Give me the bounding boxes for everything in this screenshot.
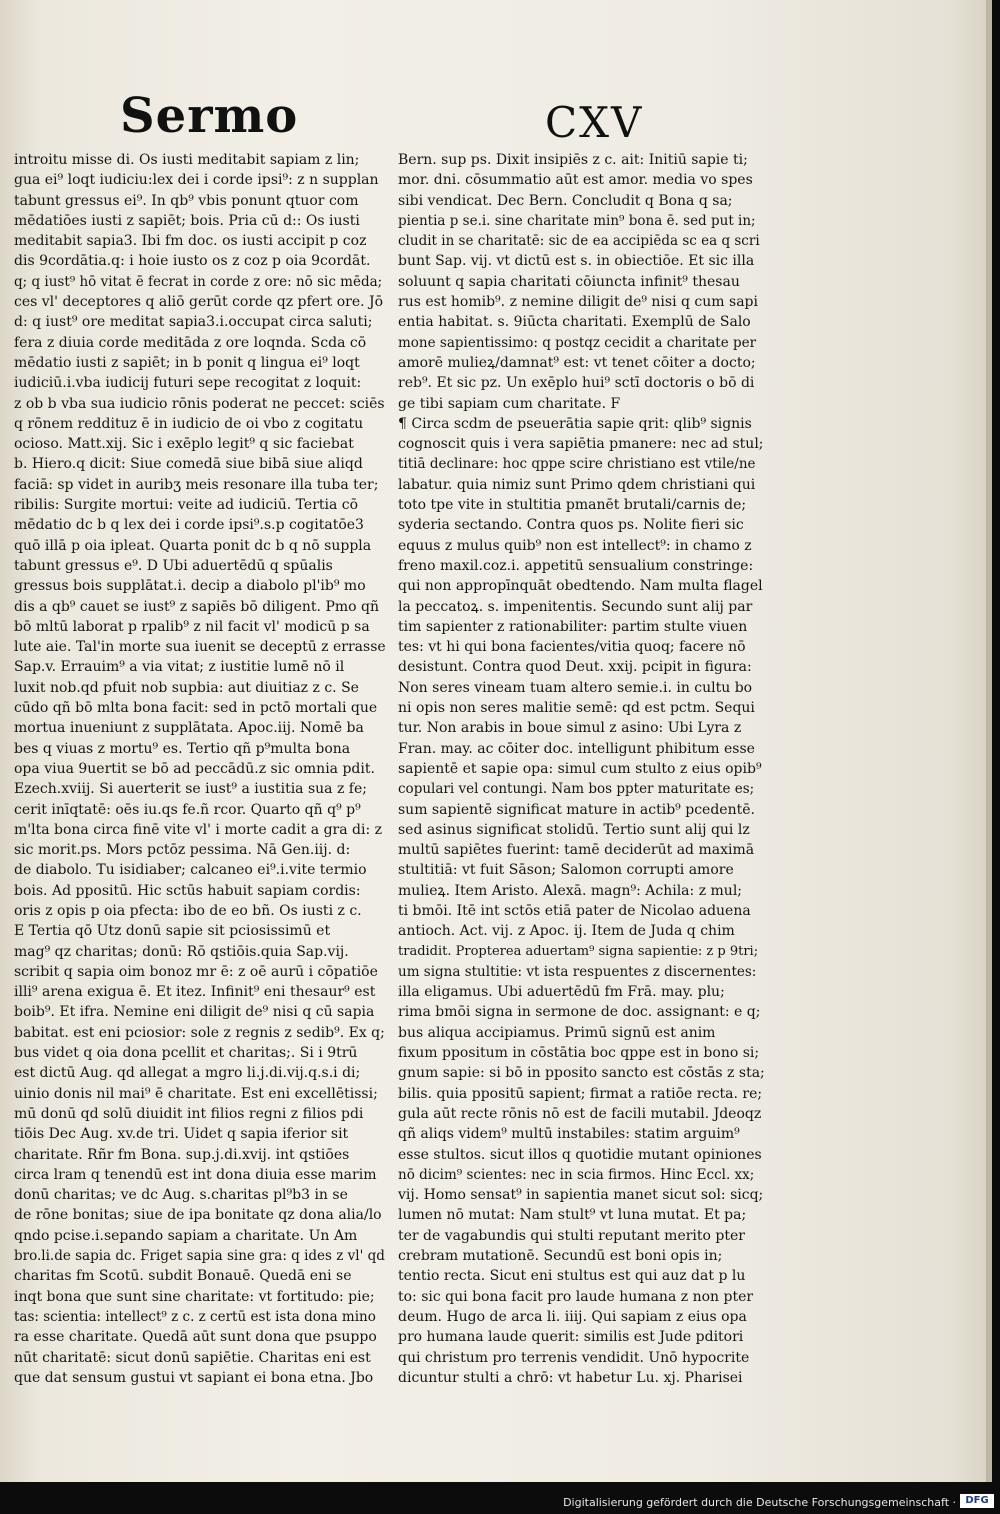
text-line: cognoscit quis i vera sapiētia pmanere: nec ad stul;	[398, 436, 764, 453]
text-line: quō illā p oia ipleat. Quarta ponit dc b q nō suppla	[14, 537, 372, 554]
text-line: m'lta bona circa finē vite vl' i morte cadit a gra di: z	[14, 821, 383, 838]
text-line: mēdatiōes iusti z sapiēt; bois. Pria cū d:: Os iusti	[14, 212, 360, 229]
text-line: tentio recta. Sicut eni stultus est qui auz dat p lu	[398, 1268, 746, 1285]
text-line: pro humana laude querit: similis est Jude pditori	[398, 1329, 744, 1346]
text-line: ti bmōi. Itē int sctōs etiā pater de Nicolao aduena	[398, 902, 751, 919]
text-line: bilis. quia ppositū sapient; firmat a ratiōe recta. re;	[398, 1085, 763, 1102]
page-edge	[986, 0, 992, 1482]
text-line: stultitiā: vt fuit Sāson; Salomon corrupti amore	[398, 862, 734, 879]
text-line: qui christum pro terrenis vendidit. Unō hypocrite	[398, 1349, 750, 1366]
text-line: ge tibi sapiam cum charitate. F	[398, 395, 621, 412]
text-line: amorē mulieꝝ/damnat⁹ est: vt tenet cōiter a docto;	[398, 354, 756, 371]
text-line: bunt Sap. vij. vt dictū est s. in obiectiōe. Et sic illa	[398, 253, 755, 270]
text-line: esse stultos. sicut illos q quotidie mutant opiniones	[398, 1146, 762, 1163]
text-line: cerit inīqtatē: oēs iu.qs fe.ñ rcor. Quarto qñ q⁹ p⁹	[14, 801, 361, 818]
text-line: que dat sensum gustui vt sapiant ei bona etna. Jbo	[14, 1369, 374, 1386]
text-line: deum. Hugo de arca li. iiij. Qui sapiam z eius opa	[398, 1308, 747, 1325]
text-line: est dictū Aug. qd allegat a mgro li.j.di.vij.q.s.i di;	[14, 1065, 361, 1082]
text-line: fera z diuia corde meditāda z ore loqnda. Scda cō	[14, 334, 367, 351]
text-line: ocioso. Matt.xij. Sic i exēplo legit⁹ q sic faciebat	[14, 436, 354, 453]
text-line: de diabolo. Tu isidiaber; calcaneo ei⁹.i.vite termio	[14, 862, 367, 879]
text-line: lute aie. Tal'in morte sua iuenit se deceptū z errasse	[14, 639, 386, 656]
text-line: crebram mutationē. Secundū est boni opis in;	[398, 1248, 723, 1265]
text-line: mone sapientissimo: q postqz cecidit a charitate per	[398, 334, 757, 351]
text-line: luxit nob.qd pfuit nob supbia: aut diuitiaz z c. Se	[14, 679, 359, 696]
text-line: copulari vel contungi. Nam bos ppter maturitate es;	[398, 781, 755, 798]
text-line: E Tertia qō Utz donū sapie sit pciosissimū et	[14, 923, 331, 940]
text-line: qñ aliqs videm⁹ multū instabiles: statim arguim⁹	[398, 1126, 740, 1143]
text-line: bus videt q oia dona pcellit et charitas;. Si i 9trū	[14, 1045, 358, 1062]
text-line: cludit in se charitatē: sic de ea accipiēda sc ea q scri	[398, 233, 760, 250]
text-line: soluunt q sapia charitati cōiuncta infinit⁹ thesau	[398, 273, 740, 290]
text-line: vij. Homo sensat⁹ in sapientia manet sicut sol: sicq;	[398, 1187, 764, 1204]
text-line: gressus bois supplātat.i. decip a diabolo pl'ib⁹ mo	[14, 578, 366, 595]
text-line: tabunt gressus e⁹. D Ubi aduertēdū q spūalis	[14, 557, 333, 574]
text-line: introitu misse di. Os iusti meditabit sapiam z lin;	[14, 152, 360, 168]
text-line: rus est homib⁹. z nemine diligit de⁹ nisi q cum sapi	[398, 294, 758, 311]
text-line: uinio donis nil mai⁹ ē charitate. Est eni excellētissi;	[14, 1085, 378, 1102]
dfg-logo: DFG	[960, 1494, 994, 1508]
text-line: gula aūt recte rōnis nō est de facili mutabil. Jdeoqz	[398, 1105, 762, 1122]
text-line: pientia p se.i. sine charitate min⁹ bona ē. sed put in;	[398, 212, 756, 229]
text-line: Non seres vineam tuam altero semie.i. in cultu bo	[398, 679, 753, 696]
text-line: qui non appropīnquāt obedtendo. Nam multa flagel	[398, 578, 763, 595]
text-line: ces vl' deceptores q aliō gerūt corde qz pfert ore. Jō	[14, 294, 384, 311]
text-line: inqt bona que sunt sine charitate: vt fortitudo: pie;	[14, 1288, 375, 1305]
text-line: z ob b vba sua iudicio rōnis poderat ne peccet: sciēs	[14, 395, 385, 412]
text-line: boib⁹. Et ifra. Nemine eni diligit de⁹ nisi q cū sapia	[14, 1004, 375, 1021]
text-line: ra esse charitate. Quedā aūt sunt dona que psuppo	[14, 1329, 377, 1346]
text-line: to: sic qui bona facit pro laude humana z non pter	[398, 1288, 754, 1305]
text-line: scribit q sapia oim bonoz mr ē: z oē aurū i cōpatiōe	[14, 963, 378, 980]
text-line: bois. Ad ppositū. Hic sctūs habuit sapiam cordis:	[14, 882, 361, 899]
text-column-left	[14, 150, 386, 1388]
text-line: tabunt gressus ei⁹. In qb⁹ vbis ponunt qtuor com	[14, 192, 359, 209]
text-line: mēdatio iusti z sapiēt; in b ponit q lingua ei⁹ loqt	[14, 354, 360, 371]
funding-notice: Digitalisierung gefördert durch die Deutsche Forschungsgemeinschaft ·	[563, 1496, 956, 1509]
text-line: equus z mulus quib⁹ non est intellect⁹: in chamo z	[398, 537, 752, 554]
text-line: um signa stultitie: vt ista respuentes z discernentes:	[398, 963, 757, 980]
text-line: dicuntur stulti a chrō: vt habetur Lu. xj. Pharisei	[398, 1369, 743, 1386]
text-line: sapientē et sapie opa: simul cum stulto z eius opib⁹	[398, 760, 762, 777]
text-line: lumen nō mutat: Nam stult⁹ vt luna mutat. Et pa;	[398, 1207, 747, 1224]
text-line: ¶ Circa scdm de pseuerātia sapie qrit: qlib⁹ signis	[398, 415, 752, 432]
text-line: syderia sectando. Contra quos ps. Nolite fieri sic	[398, 517, 744, 534]
text-line: babitat. est eni pciosior: sole z regnis z sedib⁹. Ex q;	[14, 1024, 385, 1041]
text-line: labatur. quia nimiz sunt Primo qdem christiani qui	[398, 476, 756, 493]
text-line: charitas fm Scotū. subdit Bonauē. Quedā eni se	[14, 1268, 352, 1285]
text-line: nō dicim⁹ scientes: nec in scia firmos. Hinc Eccl. xx;	[398, 1166, 755, 1183]
text-line: iudiciū.i.vba iudicij futuri sepe recogitat z loquit:	[14, 375, 362, 392]
text-line: sibi vendicat. Dec Bern. Concludit q Bona q sa;	[398, 192, 733, 209]
text-line: circa lram q tenendū est int dona diuia esse marim	[14, 1166, 377, 1183]
text-line: mag⁹ qz charitas; donū: Rō qstiōis.quia Sap.vij.	[14, 943, 349, 960]
text-column-right	[398, 150, 766, 1388]
text-line: mū donū qd solū diuidit int filios regni z filios pdi	[14, 1105, 364, 1122]
text-line: mor. dni. cōsummatio aūt est amor. media vo spes	[398, 172, 753, 189]
text-line: sic morit.ps. Mors pctōz pessima. Nā Gen.iij. d:	[14, 842, 351, 859]
text-line: la peccatoꝝ. s. impenitentis. Secundo sunt alij par	[398, 598, 753, 615]
text-line: oris z opis p oia pfecta: ibo de eo bñ. Os iusti z c.	[14, 902, 362, 919]
text-line: tim sapienter z rationabiliter: partim stulte viuen	[398, 618, 748, 635]
text-line: qndo pcise.i.sepando sapiam a charitate. Un Am	[14, 1227, 358, 1244]
text-line: illi⁹ arena exigua ē. Et itez. Infinit⁹ eni thesaur⁹ est	[14, 984, 376, 1001]
text-line: bro.li.de sapia dc. Friget sapia sine gra: q ides z vl' qd	[14, 1248, 385, 1265]
text-line: tradidit. Propterea aduertam⁹ signa sapientie: z p 9tri;	[398, 943, 759, 959]
text-line: ter de vagabundis qui stulti reputant merito pter	[398, 1227, 745, 1244]
text-line: illa eligamus. Ubi aduertēdū fm Frā. may. plu;	[398, 984, 725, 1001]
text-line: tur. Non arabis in boue simul z asino: Ubi Lyra z	[398, 720, 742, 737]
text-line: Sap.v. Errauim⁹ a via vitat; z iustitie lumē nō il	[14, 659, 345, 676]
text-line: gnum sapie: si bō in pposito sancto est cōstās z sta;	[398, 1065, 765, 1082]
text-line: de rōne bonitas; siue de ipa bonitate qz dona alia/lo	[14, 1207, 382, 1224]
text-line: mēdatio dc b q lex dei i corde ipsi⁹.s.p cogitatōe3	[14, 517, 364, 534]
text-line: mortua inueniunt z supplātata. Apoc.iij. Nomē ba	[14, 720, 364, 737]
text-line: ribilis: Surgite mortui: veite ad iudiciū. Tertia cō	[14, 497, 359, 514]
text-line: q rōnem reddituz ē in iudicio de oi vbo z cogitatu	[14, 415, 364, 432]
text-line: Ezech.xviij. Si auerterit se iust⁹ a iustitia sua z fe;	[14, 781, 367, 798]
text-line: titiā declinare: hoc qppe scire christiano est vtile/ne	[398, 456, 756, 473]
text-line: multū sapiētes fuerint: tamē deciderūt ad maximā	[398, 842, 755, 859]
text-line: freno maxil.coz.i. appetitū sensualium constringe:	[398, 557, 754, 574]
text-line: tiōis Dec Aug. xv.de tri. Uidet q sapia iferior sit	[14, 1126, 349, 1143]
text-line: rima bmōi signa in sermone de doc. assignant: e q;	[398, 1004, 761, 1021]
text-line: dis 9cordātia.q: i hoie iusto os z coz p oia 9cordāt.	[14, 253, 371, 270]
text-line: bus aliqua accipiamus. Primū signū est anim	[398, 1024, 716, 1041]
text-line: sum sapientē significat mature in actib⁹ pcedentē.	[398, 801, 755, 818]
text-line: donū charitas; ve dc Aug. s.charitas pl⁹b3 in se	[14, 1187, 348, 1204]
text-line: sed asinus significat stolidū. Tertio sunt alij qui lz	[398, 821, 750, 838]
text-line: meditabit sapia3. Ibi fm doc. os iusti accipit p coz	[14, 233, 367, 250]
text-line: cūdo qñ bō mlta bona facit: sed in pctō mortali que	[14, 700, 378, 717]
text-line: desistunt. Contra quod Deut. xxij. pcipit in figura:	[398, 659, 752, 676]
running-head-sermo: Sermo	[120, 88, 299, 144]
text-line: q; q iust⁹ hō vitat ē fecrat in corde z ore: nō sic mēda;	[14, 273, 383, 290]
text-line: tas: scientia: intellect⁹ z c. z certū est ista dona mino	[14, 1308, 376, 1325]
text-line: reb⁹. Et sic pz. Un exēplo hui⁹ sctī doctoris o bō di	[398, 375, 755, 392]
text-line: toto tpe vite in stultitia pmanēt brutali/carnis de;	[398, 497, 747, 514]
folio-number: CXV	[545, 98, 644, 147]
text-line: tes: vt hi qui bona facientes/vitia quoq; facere nō	[398, 639, 746, 656]
text-line: d: q iust⁹ ore meditat sapia3.i.occupat circa saluti;	[14, 314, 373, 331]
text-line: nūt charitatē: sicut donū sapiētie. Charitas eni est	[14, 1349, 371, 1366]
text-line: bes q viuas z mortu⁹ es. Tertio qñ p⁹multa bona	[14, 740, 351, 757]
text-line: Fran. may. ac cōiter doc. intelligunt phibitum esse	[398, 740, 755, 757]
text-line: fixum ppositum in cōstātia boc qppe est in bono si;	[398, 1045, 760, 1062]
text-line: ni opis non seres malitie semē: qd est pctm. Sequi	[398, 700, 755, 717]
text-line: bō mltū laborat p rpalib⁹ z nil facit vl' modicū p sa	[14, 618, 370, 635]
text-line: opa viua 9uertit se bō ad peccādū.z sic omnia pdit.	[14, 760, 375, 777]
text-line: faciā: sp videt in auribʒ meis resonare illa tuba ter;	[14, 476, 379, 493]
text-line: gua ei⁹ loqt iudiciu:lex dei i corde ipsi⁹: z n supplan	[14, 172, 379, 189]
text-line: dis a qb⁹ cauet se iust⁹ z sapiēs bō diligent. Pmo qñ	[14, 598, 380, 615]
text-line: mulieꝝ. Item Aristo. Alexā. magn⁹: Achila: z mul;	[398, 882, 743, 899]
text-line: Bern. sup ps. Dixit insipiēs z c. ait: Initiū sapie ti;	[398, 152, 748, 168]
text-line: b. Hiero.q dicit: Siue comedā siue bibā siue aliqd	[14, 456, 363, 473]
text-line: charitate. Rñr fm Bona. sup.j.di.xvij. int qstiōes	[14, 1146, 350, 1163]
text-line: antioch. Act. vij. z Apoc. ij. Item de Juda q chim	[398, 923, 735, 940]
text-line: entia habitat. s. 9iūcta charitati. Exemplū de Salo	[398, 314, 751, 331]
